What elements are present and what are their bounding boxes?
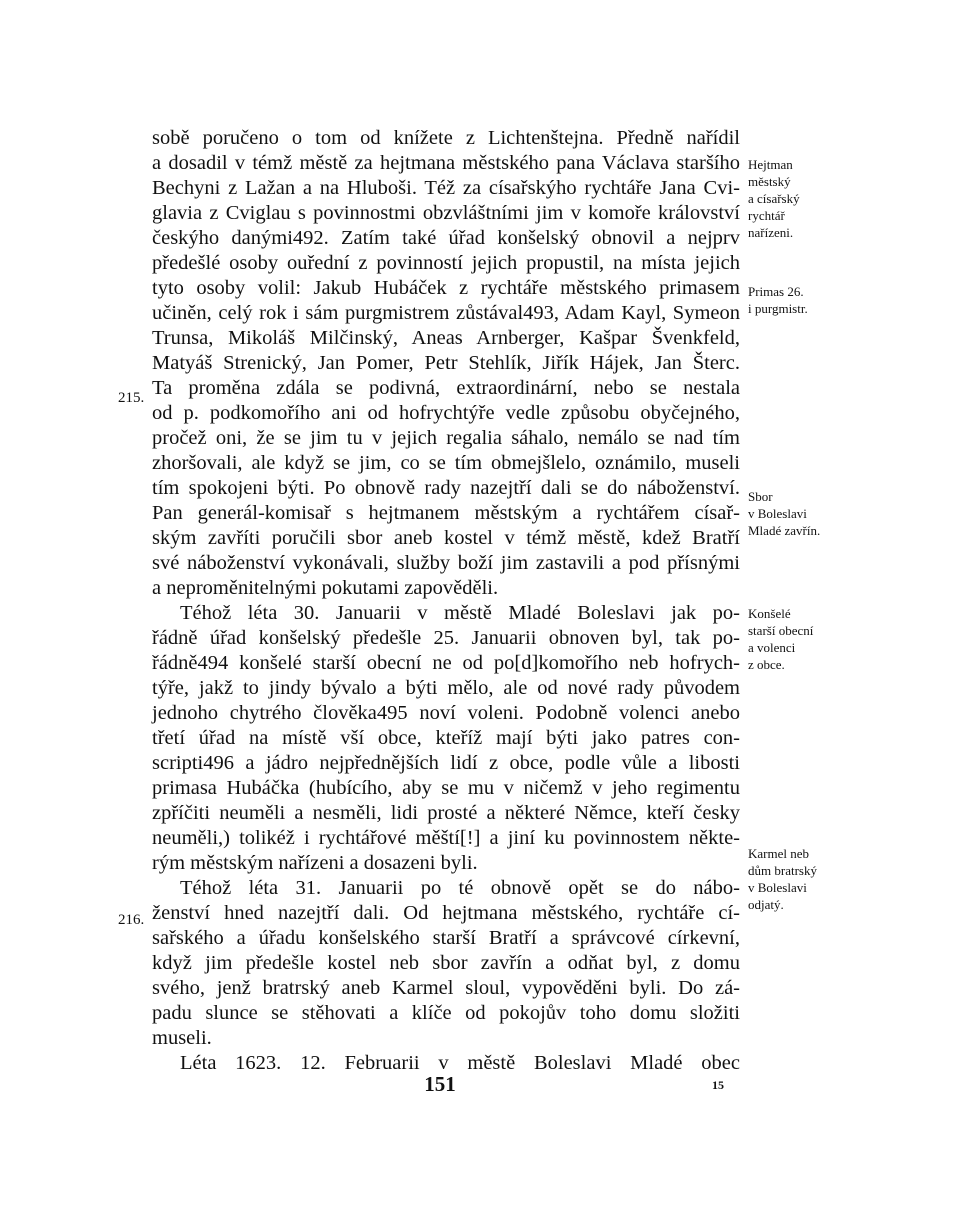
text-line: zhoršovali, ale když se jim, co se tím obmejšlelo, oznámilo, museli: [152, 452, 740, 474]
margin-note-line: městský: [748, 174, 791, 189]
line-number-215: 215.: [118, 390, 145, 406]
text-line: učiněn, celý rok i sám purgmistrem zůstával493, Adam Kayl, Symeon: [152, 302, 740, 324]
text-line: rým městským nařízeni a dosazeni byli.: [152, 852, 478, 874]
margin-note-konsele: [748, 605, 848, 673]
text-line: řádně úřad konšelský předešle 25. Januarii obnoven byl, tak po-: [152, 627, 740, 649]
margin-note-line: dům bratrský: [748, 863, 817, 878]
text-line: Pan generál-komisař s hejtmanem městským a rychtářem císař-: [152, 502, 740, 524]
text-line: primasa Hubáčka (hubícího, aby se mu v ničemž v jeho regimentu: [152, 777, 740, 799]
text-line: své náboženství vykonávali, služby boží jim zastavili a pod přísnými: [152, 552, 740, 574]
margin-note-hejtman: [748, 156, 848, 241]
margin-note-line: i purgmistr.: [748, 301, 808, 316]
margin-note-primas: [748, 283, 848, 317]
text-line: sobě poručeno o tom od knížete z Lichtenštejna. Předně nařídil: [152, 127, 740, 149]
text-line: a neproměnitelnými pokutami zapověděli.: [152, 577, 499, 599]
margin-note-line: z obce.: [748, 657, 785, 672]
text-line: sařského a úřadu konšelského starší Bratří a správcové církevní,: [152, 927, 740, 949]
margin-note-line: Mladé zavřín.: [748, 523, 821, 538]
page-number: 151: [424, 1072, 456, 1096]
text-line: scripti496 a jádro nejpřednějších lidí z obce, podle vůle a libosti: [152, 752, 740, 774]
text-line: týře, jakž to jindy bývalo a býti mělo, ale od nové rady původem: [152, 677, 740, 699]
margin-note-line: Konšelé: [748, 606, 791, 621]
text-line: řádně494 konšelé starší obecní ne od po[d]komořího neb hofrych-: [152, 652, 740, 674]
margin-note-line: starší obecní: [748, 623, 814, 638]
text-line: třetí úřad na místě vší obce, kteříž mají býti jako patres con-: [152, 727, 740, 749]
text-line: neuměli,) tolikéž i rychtářové měští[!] a jiní ku povinnostem někte-: [152, 827, 740, 849]
text-line: tím spokojeni býti. Po obnově rady nazejtří dali se do náboženství.: [152, 477, 740, 499]
text-line: padu slunce se stěhovati a klíče od pokojův toho domu složiti: [152, 1002, 740, 1024]
line-number-216: 216.: [118, 912, 145, 928]
text-line: Matyáš Strenický, Jan Pomer, Petr Stehlík, Jiřík Hájek, Jan Šterc.: [152, 352, 740, 374]
text-line: českýho danými492. Zatím také úřad konšelský obnovil a nejprv: [152, 227, 740, 249]
text-line: když jim předešle kostel neb sbor zavřín a odňat byl, z domu: [152, 952, 740, 974]
text-line: glavia z Cviglau s povinnostmi obzvláštními jim v komoře království: [152, 202, 740, 224]
text-line: jednoho chytrého člověka495 noví voleni. Podobně volenci anebo: [152, 702, 740, 724]
text-line: zpříčiti neuměli a nesměli, lidi prosté a některé Němce, kteří česky: [152, 802, 740, 824]
margin-note-line: Hejtman: [748, 157, 793, 172]
margin-note-karmel: [748, 845, 848, 913]
text-line: ským zavříti poručili sbor aneb kostel v témž městě, kdež Bratří: [152, 527, 740, 549]
text-line: od p. podkomořího ani od hofrychtýře vedle způsobu obyčejného,: [152, 402, 740, 424]
text-line: Ta proměna zdála se podivná, extraordinární, nebo se nestala: [152, 377, 740, 399]
text-line: museli.: [152, 1027, 212, 1049]
margin-note-line: rychtář: [748, 208, 785, 223]
margin-note-line: a císařský: [748, 191, 800, 206]
margin-note-line: Primas 26.: [748, 284, 804, 299]
text-line: ženství hned nazejtří dali. Od hejtmana městského, rychtáře cí-: [152, 902, 740, 924]
margin-note-line: v Boleslavi: [748, 506, 807, 521]
text-line: pročež oni, že se jim tu v jejich regalia sáhalo, nemálo se nad tím: [152, 427, 740, 449]
text-line: Bechyni z Lažan a na Hluboši. Též za císařskýho rychtáře Jana Cvi-: [152, 177, 740, 199]
margin-note-line: a volenci: [748, 640, 796, 655]
margin-note-line: nařízeni.: [748, 225, 794, 240]
signature-mark: 15: [712, 1078, 724, 1092]
text-line: Téhož léta 31. Januarii po té obnově opět se do nábo-: [180, 877, 740, 899]
text-line: svého, jenž bratrský aneb Karmel sloul, vypověděni byli. Do zá-: [152, 977, 740, 999]
text-line: Téhož léta 30. Januarii v městě Mladé Boleslavi jak po-: [180, 602, 740, 624]
margin-note-line: odjatý.: [748, 897, 784, 912]
text-line: Trunsa, Mikoláš Milčinský, Aneas Arnberger, Kašpar Švenkfeld,: [152, 327, 740, 349]
text-line: a dosadil v témž městě za hejtmana městského pana Václava staršího: [152, 152, 740, 174]
text-line: předešlé osoby ouřední z povinností jejich propustil, na místa jejich: [152, 252, 740, 274]
margin-note-line: Karmel neb: [748, 846, 810, 861]
text-line: Léta 1623. 12. Februarii v městě Boleslavi Mladé obec: [180, 1052, 740, 1074]
margin-note-sbor: [748, 488, 848, 539]
text-line: tyto osoby volil: Jakub Hubáček z rychtáře městského primasem: [152, 277, 740, 299]
margin-note-line: v Boleslavi: [748, 880, 807, 895]
margin-note-line: Sbor: [748, 489, 773, 504]
